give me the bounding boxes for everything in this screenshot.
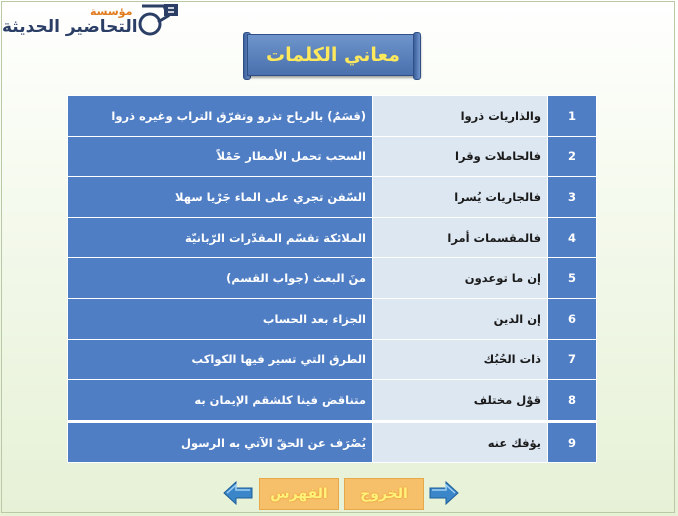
row-number-cell: 9 xyxy=(548,421,597,463)
word-cell: قوْل مختلف xyxy=(373,380,548,422)
table-row xyxy=(68,298,597,339)
row-number-cell: 1 xyxy=(548,96,597,137)
meaning-cell: (قسَمٌ) بالرياح تذرو وتفرّق التراب وغيره ذروا xyxy=(68,96,373,137)
row-number-cell: 8 xyxy=(548,380,597,422)
word-cell: فالمقسمات أمرا xyxy=(373,217,548,258)
row-number-cell: 6 xyxy=(548,298,597,339)
row-number-cell: 7 xyxy=(548,339,597,380)
table-row xyxy=(68,136,597,177)
table-row xyxy=(68,177,597,218)
logo xyxy=(0,0,185,42)
table-row xyxy=(68,258,597,299)
word-cell: يؤفك عنه xyxy=(373,421,548,463)
arrow-right-icon xyxy=(428,480,460,506)
logo-name-text: التحاضير الحديثة xyxy=(2,17,138,37)
meaning-cell: متناقض فينا كلشقم الإيمان به xyxy=(68,380,373,422)
meaning-cell: يُصْرَف عن الحقّ الآتي به الرسول xyxy=(68,421,373,463)
meaning-cell: السّفن تجري على الماء جَرْيا سهلا xyxy=(68,177,373,218)
word-cell: فالحاملات وقرا xyxy=(373,136,548,177)
word-cell: والذاريات ذروا xyxy=(373,96,548,137)
table-row xyxy=(68,380,597,422)
index-button[interactable]: الفهرس xyxy=(259,478,339,510)
word-cell: إن الدين xyxy=(373,298,548,339)
word-cell: ذات الحُبُك xyxy=(373,339,548,380)
logo-bike-icon xyxy=(138,0,182,38)
title-banner xyxy=(243,32,421,80)
exit-button[interactable]: الخروج xyxy=(344,478,424,510)
table-row xyxy=(68,339,597,380)
meaning-cell: السحب تحمل الأمطار حَمْلاً xyxy=(68,136,373,177)
row-number-cell: 2 xyxy=(548,136,597,177)
word-cell: إن ما توعدون xyxy=(373,258,548,299)
word-cell: فالجاريات يُسرا xyxy=(373,177,548,218)
arrow-left-icon xyxy=(222,480,254,506)
meaning-cell: الجزاء بعد الحساب xyxy=(68,298,373,339)
title-scroll-right xyxy=(413,32,421,80)
row-number-cell: 4 xyxy=(548,217,597,258)
table-row xyxy=(68,421,597,463)
vocabulary-table xyxy=(67,95,597,463)
row-number-cell: 3 xyxy=(548,177,597,218)
table-row xyxy=(68,96,597,137)
row-number-cell: 5 xyxy=(548,258,597,299)
meaning-cell: منَ البعث (جواب القسم) xyxy=(68,258,373,299)
next-arrow-button[interactable] xyxy=(428,480,460,506)
previous-arrow-button[interactable] xyxy=(222,480,254,506)
logo-org-text: مؤسسة xyxy=(90,5,133,18)
table-row xyxy=(68,217,597,258)
page-title: معاني الكلمات xyxy=(247,34,419,76)
meaning-cell: الطرق التي تسير فيها الكواكب xyxy=(68,339,373,380)
meaning-cell: الملائكة تقسّم المقدّرات الرّبانيّة xyxy=(68,217,373,258)
